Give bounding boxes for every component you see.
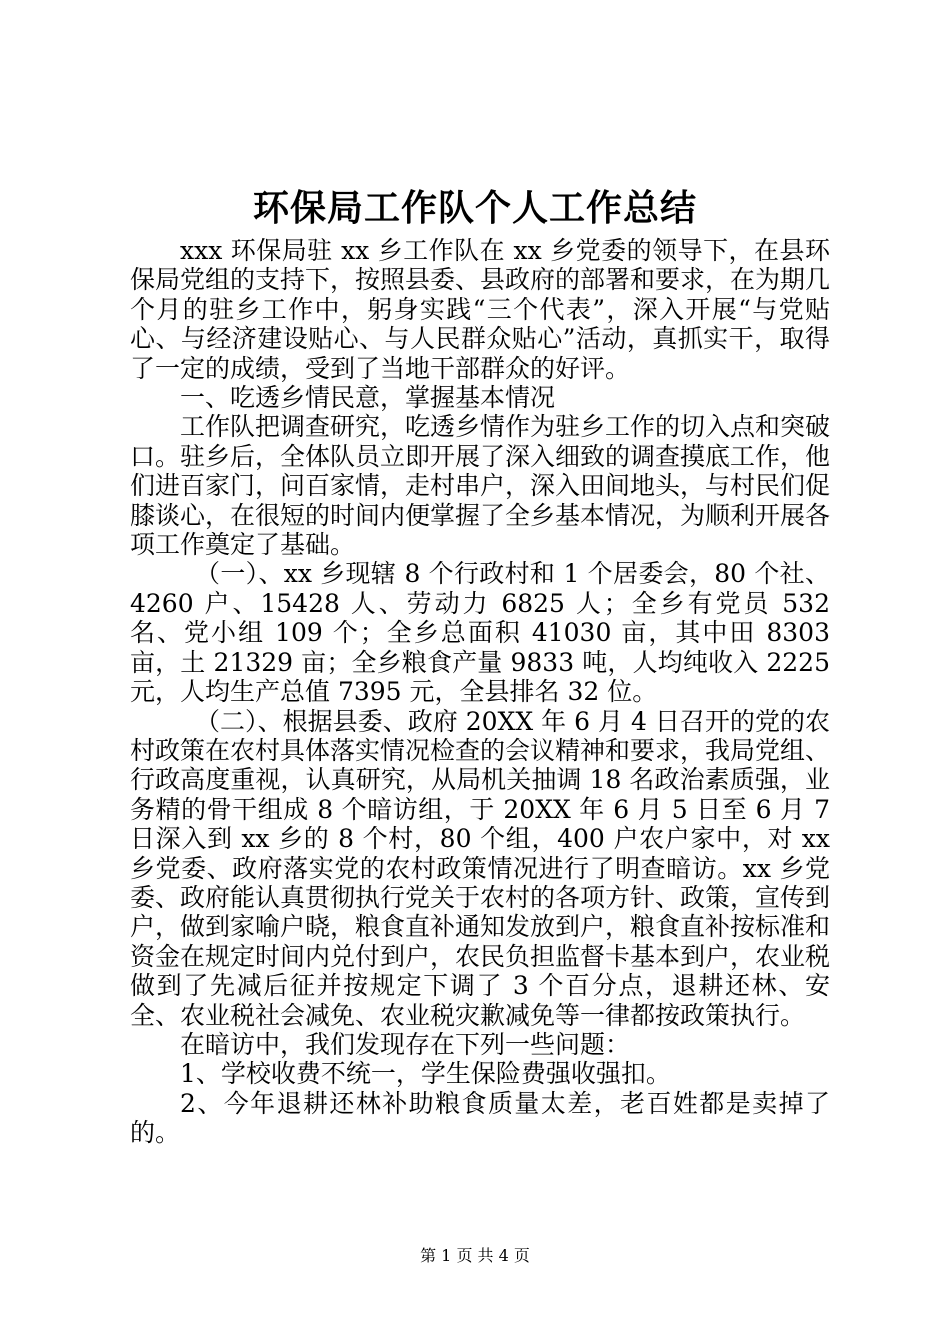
paragraph-basic-stats: （一）、xx 乡现辖 8 个行政村和 1 个居委会，80 个社、4260 户、15428 人、劳动力 6825 人；全乡有党员 532 名、党小组 109 个；全乡总面积 41030 亩，其中田 8303 亩，土 21329 亩；全乡粮食产量 9833 吨，人均纯收入 2225 元，人均生产总值 7395 元，全县排名 32 位。 xyxy=(130,559,830,707)
page-number-footer: 第 1 页 共 4 页 xyxy=(420,1246,530,1265)
document-title: 环保局工作队个人工作总结 xyxy=(252,187,697,229)
section-heading-1: 一、吃透乡情民意，掌握基本情况 xyxy=(180,383,556,413)
issue-item-1: 1、学校收费不统一，学生保险费强收强扣。 xyxy=(180,1059,671,1089)
paragraph-investigation: 工作队把调查研究，吃透乡情作为驻乡工作的切入点和突破口。驻乡后，全体队员立即开展了深入细致的调查摸底工作，他们进百家门，问百家情，走村串户，深入田间地头，与村民们促膝谈心，在很短的时间内便掌握了全乡基本情况，为顺利开展各项工作奠定了基础。 xyxy=(130,412,831,560)
issue-item-2: 2、今年退耕还林补助粮食质量太差，老百姓都是卖掉了的。 xyxy=(130,1088,830,1148)
paragraph-issues-intro: 在暗访中，我们发现存在下列一些问题： xyxy=(180,1029,631,1059)
document-body xyxy=(130,236,830,1148)
paragraph-intro: xxx 环保局驻 xx 乡工作队在 xx 乡党委的领导下，在县环保局党组的支持下，按照县委、县政府的部署和要求，在为期几个月的驻乡工作中，躬身实践“三个代表”，深入开展“与党贴心、与经济建设贴心、与人民群众贴心”活动，真抓实干，取得了一定的成绩，受到了当地干部群众的好评。 xyxy=(130,236,831,383)
paragraph-inspection: （二）、根据县委、政府 20XX 年 6 月 4 日召开的党的农村政策在农村具体落实情况检查的会议精神和要求，我局党组、行政高度重视，认真研究，从局机关抽调 18 名政治素质强，业务精的骨干组成 8 个暗访组，于 20XX 年 6 月 5 日至 6 月 7 日深入到 xx 乡的 8 个村，80 个组，400 户农户家中，对 xx 乡党委、政府落实党的农村政策情况进行了明查暗访。xx 乡党委、政府能认真贯彻执行党关于农村的各项方针、政策，宣传到户，做到家喻户晓，粮食直补通知发放到户，粮食直补按标准和资金在规定时间内兑付到户，农民负担监督卡基本到户，农业税做到了先减后征并按规定下调了 3 个百分点，退耕还林、安全、农业税社会减免、农业税灾歉减免等一律都按政策执行。 xyxy=(130,706,831,1030)
